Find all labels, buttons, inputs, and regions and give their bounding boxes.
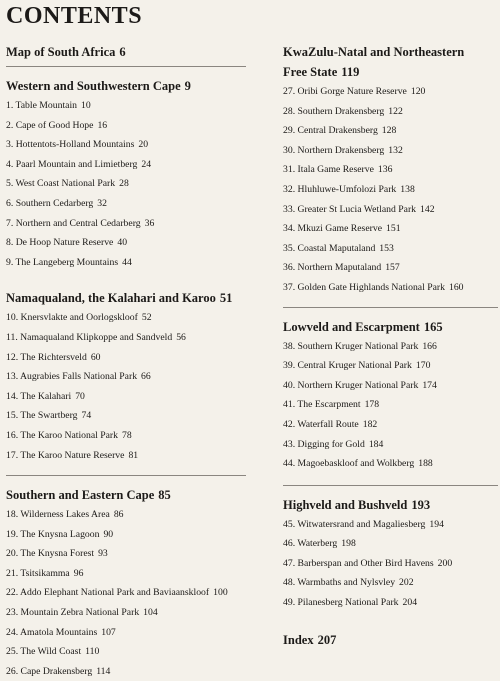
- toc-entry: 31. Itala Game Reserve 136: [283, 164, 393, 176]
- divider: [6, 66, 246, 67]
- toc-entry: 2. Cape of Good Hope 16: [6, 119, 108, 131]
- toc-entry: 4. Paarl Mountain and Limietberg 24: [6, 158, 152, 170]
- toc-entry: 11. Namaqualand Klipkoppe and Sandveld 56: [6, 331, 186, 343]
- entry-list: [283, 337, 498, 474]
- toc-entry: 25. The Wild Coast 110: [6, 646, 100, 658]
- toc-entry: 16. The Karoo National Park 78: [6, 429, 132, 441]
- toc-entry: 41. The Escarpment 178: [283, 399, 380, 411]
- toc-entry: 49. Pilanesberg National Park 204: [283, 597, 418, 609]
- section-title: Southern and Eastern Cape: [6, 488, 155, 503]
- toc-entry: 27. Oribi Gorge Nature Reserve 120: [283, 86, 426, 97]
- section-title-cont: Free State: [283, 65, 338, 79]
- section-title: Western and Southwestern Cape: [6, 79, 181, 93]
- toc-entry: 21. Tsitsikamma 96: [6, 567, 84, 579]
- section-page: 85: [158, 488, 171, 503]
- section-page: 6: [119, 45, 126, 59]
- entry-list: [283, 82, 498, 298]
- section-page: 193: [411, 497, 431, 512]
- toc-entry: 48. Warmbaths and Nylsvley 202: [283, 577, 414, 589]
- section-kwazulu-natal: [283, 40, 498, 298]
- toc-entry: 40. Northern Kruger National Park 174: [283, 379, 437, 391]
- section-title: Map of South Africa: [6, 45, 116, 59]
- section-page: 207: [317, 632, 337, 647]
- entry-list: [6, 96, 246, 272]
- toc-entry: 12. The Richtersveld 60: [6, 351, 101, 363]
- section-heading: [283, 315, 498, 337]
- toc-entry: 14. The Kalahari 70: [6, 390, 85, 402]
- section-heading: [6, 286, 246, 308]
- toc-entry: 42. Waterfall Route 182: [283, 418, 378, 430]
- toc-entry: 5. West Coast National Park 28: [6, 178, 129, 190]
- toc-entry: 15. The Swartberg 74: [6, 410, 92, 422]
- section-heading: [283, 493, 498, 515]
- section-western-cape: [6, 74, 246, 272]
- toc-entry: 35. Coastal Maputaland 153: [283, 242, 394, 254]
- section-title: Namaqualand, the Kalahari and Karoo: [6, 291, 216, 306]
- toc-entry: 1. Table Mountain 10: [6, 100, 91, 111]
- section-index: [283, 628, 498, 650]
- entry-list: [6, 505, 246, 681]
- page-title: CONTENTS: [6, 3, 143, 29]
- toc-entry: 37. Golden Gate Highlands National Park 160: [283, 281, 464, 293]
- section-heading: [283, 628, 498, 650]
- toc-entry: 3. Hottentots-Holland Mountains 20: [6, 139, 149, 151]
- toc-entry: 46. Waterberg 198: [283, 538, 356, 550]
- section-lowveld: [283, 315, 498, 474]
- entry-list: [283, 515, 498, 613]
- section-page: 9: [184, 79, 191, 93]
- section-title: KwaZulu-Natal and Northeastern: [283, 45, 465, 59]
- toc-entry: 33. Greater St Lucia Wetland Park 142: [283, 203, 435, 215]
- toc-entry: 22. Addo Elephant National Park and Baviaanskloof 100: [6, 587, 228, 599]
- divider: [283, 485, 498, 486]
- toc-entry: 19. The Knysna Lagoon 90: [6, 528, 114, 540]
- toc-entry: 10. Knersvlakte and Oorlogskloof 52: [6, 312, 152, 324]
- divider: [283, 307, 498, 308]
- section-heading: [6, 40, 246, 62]
- toc-entry: 24. Amatola Mountains 107: [6, 626, 116, 638]
- toc-entry: 44. Magoebaskloof and Wolkberg 188: [283, 458, 433, 470]
- section-title: Index: [283, 632, 314, 647]
- toc-entry: 29. Central Drakensberg 128: [283, 125, 397, 137]
- section-namaqualand: [6, 286, 246, 465]
- section-highveld: [283, 493, 498, 613]
- section-heading: [6, 74, 246, 96]
- entry-list: [6, 308, 246, 465]
- section-page: 51: [219, 291, 233, 306]
- toc-entry: 18. Wilderness Lakes Area 86: [6, 509, 124, 521]
- left-column: [6, 40, 246, 681]
- toc-entry: 45. Witwatersrand and Magaliesberg 194: [283, 518, 444, 530]
- toc-entry: 32. Hluhluwe-Umfolozi Park 138: [283, 183, 415, 195]
- toc-entry: 6. Southern Cedarberg 32: [6, 197, 107, 209]
- section-southern-cape: [6, 483, 246, 681]
- toc-entry: 34. Mkuzi Game Reserve 151: [283, 223, 401, 235]
- toc-entry: 7. Northern and Central Cedarberg 36: [6, 217, 155, 229]
- section-title: Highveld and Bushveld: [283, 497, 408, 512]
- toc-entry: 26. Cape Drakensberg 114: [6, 665, 111, 677]
- toc-entry: 9. The Langeberg Mountains 44: [6, 256, 132, 268]
- toc-entry: 23. Mountain Zebra National Park 104: [6, 607, 158, 619]
- section-title: Lowveld and Escarpment: [283, 319, 420, 334]
- toc-entry: 43. Digging for Gold 184: [283, 438, 384, 450]
- toc-entry: 17. The Karoo Nature Reserve 81: [6, 449, 139, 461]
- divider: [6, 475, 246, 476]
- toc-entry: 47. Barberspan and Other Bird Havens 200: [283, 557, 453, 569]
- right-column: [283, 40, 498, 650]
- toc-entry: 13. Augrabies Falls National Park 66: [6, 371, 151, 383]
- toc-entry: 39. Central Kruger National Park 170: [283, 360, 431, 372]
- toc-entry: 20. The Knysna Forest 93: [6, 548, 108, 560]
- toc-entry: 8. De Hoop Nature Reserve 40: [6, 237, 128, 249]
- toc-entry: 28. Southern Drakensberg 122: [283, 105, 403, 117]
- section-map: [6, 40, 246, 62]
- toc-entry: 30. Northern Drakensberg 132: [283, 144, 403, 156]
- section-page: 165: [423, 319, 443, 334]
- toc-entry: 36. Northern Maputaland 157: [283, 262, 400, 274]
- section-heading: [283, 40, 498, 82]
- section-heading: [6, 483, 246, 505]
- toc-entry: 38. Southern Kruger National Park 166: [283, 340, 437, 352]
- section-page: 119: [341, 65, 360, 79]
